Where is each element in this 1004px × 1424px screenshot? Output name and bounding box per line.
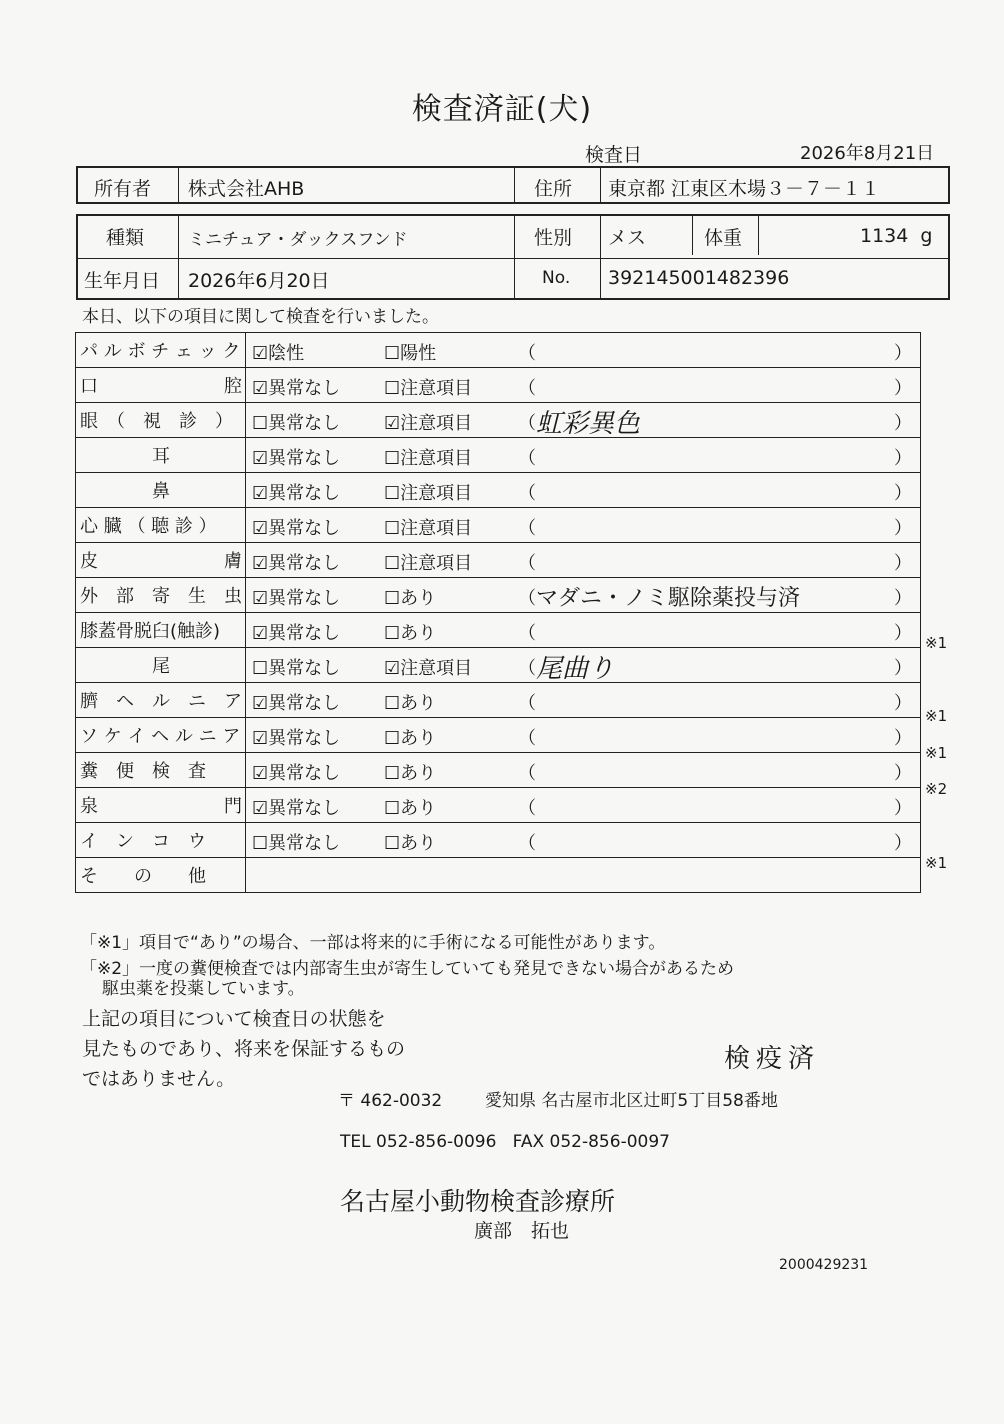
option-1-label: 異常なし [268,728,341,749]
disclaimer-line: ではありません。 [82,1068,236,1090]
check-note: 尾曲り [536,654,615,683]
option-2[interactable] [384,724,436,750]
check-row [76,648,921,683]
option-1-label: 異常なし [268,693,341,714]
weight-label: 体重 [704,227,743,249]
check-row [76,613,921,648]
check-item-label: 尾 [76,648,246,683]
paren-close: ） [894,448,912,469]
exam-date: 2026年8月21日 [800,143,935,164]
check-row [76,823,921,858]
checkbox-icon: ☑ [252,623,269,644]
checkbox-icon: ☐ [384,763,401,784]
document-number: 2000429231 [779,1257,869,1273]
clinic-phone-fax: TEL 052-856-0096 FAX 052-856-0097 [340,1132,670,1152]
option-1[interactable] [252,689,340,715]
breed-label: 種類 [106,227,145,249]
option-1-label: 陰性 [268,343,305,364]
option-1-label: 異常なし [268,483,341,504]
paren-close: ） [894,483,912,504]
check-options [246,333,921,368]
document-title: 検査済証(犬) [411,92,593,127]
option-1[interactable] [252,514,340,540]
option-2[interactable] [384,339,436,365]
paren-open: （ [518,553,536,574]
option-2-label: あり [400,588,437,609]
no-label: No. [542,268,571,288]
option-1[interactable] [252,759,340,785]
paren-open: （ [518,728,536,749]
other-value [246,858,921,893]
intro-text: 本日、以下の項目に関して検査を行いました。 [82,307,439,327]
check-item-label: 口 腔 [76,368,246,403]
check-options [246,403,921,438]
option-1-label: 異常なし [268,798,341,819]
clinic-name: 名古屋小動物検査診療所 [340,1187,616,1216]
disclaimer-line: 上記の項目について検査日の状態を [82,1008,386,1030]
check-options [246,438,921,473]
paren-open: （ [518,588,536,609]
option-2-label: あり [400,623,437,644]
checkbox-icon: ☐ [384,518,401,539]
checkbox-icon: ☑ [252,728,269,749]
option-2[interactable] [384,444,472,470]
checkbox-icon: ☐ [384,693,401,714]
paren-open: （ [518,448,536,469]
check-item-label: 糞 便 検 査 [76,753,246,788]
checkbox-icon: ☐ [384,798,401,819]
other-row [76,858,921,893]
check-options [246,508,921,543]
option-2[interactable] [384,409,472,435]
weight-value: 1134 g [860,225,933,247]
checkbox-icon: ☐ [384,728,401,749]
reference-mark: ※2 [925,780,948,799]
check-options [246,683,921,718]
option-1-label: 異常なし [268,413,341,434]
option-2-label: 注意項目 [400,658,473,679]
check-row [76,508,921,543]
option-2[interactable] [384,829,436,855]
footnote-1: 「※1」項目で“あり”の場合、一部は将来的に手術になる可能性があります。 [80,933,666,953]
check-item-label: 膝蓋骨脱臼(触診) [76,613,246,648]
paren-open: （ [518,413,536,434]
paren-open: （ [518,378,536,399]
checkbox-icon: ☐ [384,623,401,644]
option-1[interactable] [252,409,340,435]
check-options [246,613,921,648]
checkbox-icon: ☐ [384,378,401,399]
paren-open: （ [518,658,536,679]
quarantine-stamp: 検疫済 [724,1044,821,1074]
option-2[interactable] [384,514,472,540]
check-options [246,718,921,753]
reference-mark: ※1 [925,853,948,872]
option-2[interactable] [384,374,472,400]
check-note: マダニ・ノミ駆除薬投与済 [536,586,801,611]
paren-open: （ [518,693,536,714]
check-row [76,403,921,438]
option-1[interactable] [252,444,340,470]
paren-close: ） [894,623,912,644]
checkbox-icon: ☐ [252,833,269,854]
paren-open: （ [518,483,536,504]
clinic-postal: 〒 462-0032 [338,1091,443,1111]
checkbox-icon: ☐ [252,658,269,679]
reference-mark: ※1 [925,633,948,652]
option-2-label: あり [400,798,437,819]
check-item-label: パ ル ボ チ ェ ッ ク [76,333,246,368]
check-options [246,823,921,858]
birth-value: 2026年6月20日 [188,270,330,292]
check-options [246,648,921,683]
checkbox-icon: ☐ [384,588,401,609]
check-item-label: ソ ケ イ ヘ ル ニ ア [76,718,246,753]
option-1[interactable] [252,724,340,750]
check-item-label: 耳 [76,438,246,473]
paren-close: ） [894,378,912,399]
check-row [76,368,921,403]
option-1-label: 異常なし [268,588,341,609]
check-options [246,578,921,613]
paren-open: （ [518,343,536,364]
checkbox-icon: ☐ [384,483,401,504]
checkbox-icon: ☑ [252,693,269,714]
option-2[interactable] [384,794,436,820]
option-1[interactable] [252,549,340,575]
check-options [246,368,921,403]
check-options [246,788,921,823]
paren-open: （ [518,623,536,644]
owner-box [76,166,950,204]
disclaimer-line: 見たものであり、将来を保証するもの [82,1038,406,1060]
check-item-label: 臍 ヘ ル ニ ア [76,683,246,718]
option-2-label: あり [400,833,437,854]
option-1-label: 異常なし [268,518,341,539]
owner-address: 東京都 江東区木場３－７－１１ [608,178,881,200]
option-1-label: 異常なし [268,448,341,469]
paren-close: ） [894,553,912,574]
check-item-label: 鼻 [76,473,246,508]
checkbox-icon: ☑ [252,763,269,784]
paren-close: ） [894,658,912,679]
reference-mark: ※1 [925,707,948,725]
paren-close: ） [894,693,912,714]
option-1-label: 異常なし [268,833,341,854]
check-note: 虹彩異色 [536,409,641,438]
option-1[interactable] [252,619,340,645]
option-1-label: 異常なし [268,623,341,644]
checkbox-icon: ☐ [384,448,401,469]
option-1[interactable] [252,794,340,820]
option-1[interactable] [252,584,340,610]
paren-open: （ [518,518,536,539]
option-2[interactable] [384,584,436,610]
checkbox-icon: ☑ [252,518,269,539]
check-options [246,543,921,578]
option-2-label: 注意項目 [400,448,473,469]
footnote-2: 「※2」一度の糞便検査では内部寄生虫が寄生していても発見できない場合があるため [80,959,735,979]
option-2-label: あり [400,763,437,784]
check-row [76,578,921,613]
check-row [76,473,921,508]
sex-value: メス [608,227,647,249]
checkbox-icon: ☑ [252,588,269,609]
checkbox-icon: ☑ [252,378,269,399]
option-1[interactable] [252,339,304,365]
paren-open: （ [518,833,536,854]
check-row [76,438,921,473]
option-2-label: 注意項目 [400,413,473,434]
check-item-label: 心 臓 （ 聴 診 ） [76,508,246,543]
option-2-label: あり [400,728,437,749]
check-table [75,332,921,893]
clinic-address: 愛知県 名古屋市北区辻町5丁目58番地 [485,1091,778,1111]
option-2-label: 注意項目 [400,518,473,539]
paren-open: （ [518,798,536,819]
checkbox-icon: ☑ [252,483,269,504]
breed-value: ミニチュア・ダックスフンド [188,230,408,250]
check-options [246,753,921,788]
paren-close: ） [894,588,912,609]
checkbox-icon: ☑ [384,413,401,434]
paren-close: ） [894,728,912,749]
paren-close: ） [894,413,912,434]
check-row [76,543,921,578]
option-1-label: 異常なし [268,378,341,399]
checkbox-icon: ☑ [252,343,269,364]
checkbox-icon: ☑ [384,658,401,679]
option-1-label: 異常なし [268,658,341,679]
paren-close: ） [894,518,912,539]
paren-close: ） [894,343,912,364]
sex-label: 性別 [534,227,573,249]
paren-close: ） [894,833,912,854]
option-2[interactable] [384,654,472,680]
option-2[interactable] [384,479,472,505]
check-row [76,788,921,823]
exam-date-label: 検査日 [585,144,643,166]
owner-value: 株式会社AHB [188,178,305,200]
option-2[interactable] [384,619,436,645]
paren-close: ） [894,798,912,819]
option-2-label: 注意項目 [400,378,473,399]
check-row [76,753,921,788]
option-2-label: 注意項目 [400,483,473,504]
check-item-label: 眼 （ 視 診 ） [76,403,246,438]
option-1-label: 異常なし [268,763,341,784]
option-1-label: 異常なし [268,553,341,574]
checkbox-icon: ☐ [384,833,401,854]
dog-info-box [76,214,950,300]
option-2-label: 陽性 [400,343,437,364]
check-item-label: イ ン コ ウ [76,823,246,858]
reference-mark: ※1 [925,743,948,762]
option-1[interactable] [252,374,340,400]
doctor-name: 廣部 拓也 [474,1220,570,1242]
check-options [246,473,921,508]
checkbox-icon: ☑ [252,448,269,469]
check-row [76,333,921,368]
option-1[interactable] [252,479,340,505]
checkbox-icon: ☐ [384,553,401,574]
check-item-label: 泉 門 [76,788,246,823]
disclaimer-statement [82,1004,405,1094]
birth-label: 生年月日 [84,270,161,292]
option-2-label: 注意項目 [400,553,473,574]
option-2[interactable] [384,759,436,785]
option-1[interactable] [252,829,340,855]
check-row [76,683,921,718]
footnote-2-cont: 駆虫薬を投薬しています。 [102,979,305,999]
other-label: そ の 他 [76,858,246,893]
check-item-label: 外 部 寄 生 虫 [76,578,246,613]
paren-close: ） [894,763,912,784]
checkbox-icon: ☐ [384,343,401,364]
option-2-label: あり [400,693,437,714]
checkbox-icon: ☐ [252,413,269,434]
microchip-number: 392145001482396 [608,267,790,289]
paren-open: （ [518,763,536,784]
check-row [76,718,921,753]
check-item-label: 皮 膚 [76,543,246,578]
option-1[interactable] [252,654,340,680]
checkbox-icon: ☑ [252,798,269,819]
address-label: 住所 [534,178,573,200]
option-2[interactable] [384,689,436,715]
owner-label: 所有者 [94,178,152,200]
option-2[interactable] [384,549,472,575]
checkbox-icon: ☑ [252,553,269,574]
